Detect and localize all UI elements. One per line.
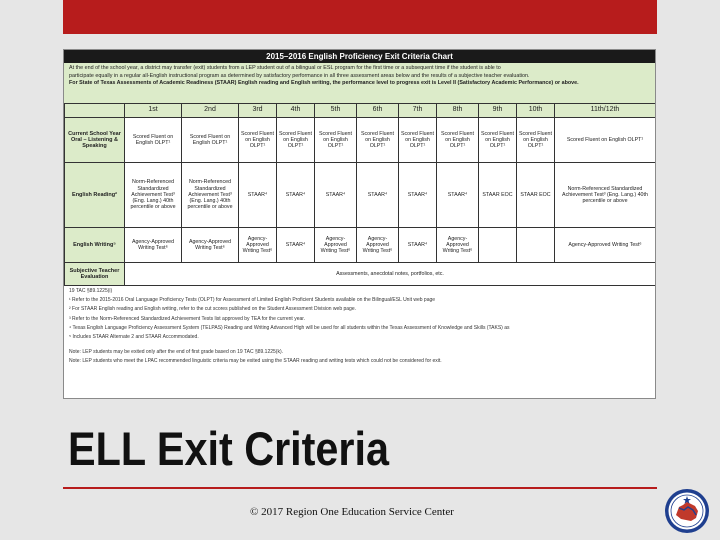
row-label: Subjective Teacher Evaluation (65, 263, 125, 286)
table-cell: Agency-Approved Writing Test⁶ (555, 228, 656, 263)
criteria-table (64, 103, 656, 286)
header-grade: 1st (125, 104, 182, 118)
table-row (65, 163, 656, 228)
intro-line-2: participate equally in a regular all-English instructional program as determined by satisfactory performance in all three assessment areas below and the results of a subjective teacher evaluation. (69, 72, 530, 79)
intro-line-1: At the end of the school year, a district may transfer (exit) students from a LEP student out of a bilingual or ESL program for the first time or a subsequent time if the student is able to (69, 65, 501, 71)
table-cell: STAAR⁴ (277, 228, 315, 263)
table-cell: Agency-Approved Writing Test⁶ (125, 228, 182, 263)
table-cell: Scored Fluent on English OLPT¹ (517, 118, 555, 163)
row-label: English Reading² (65, 163, 125, 228)
table-cell (479, 228, 517, 263)
header-grade: 5th (315, 104, 357, 118)
slide-title: ELL Exit Criteria (68, 422, 390, 475)
footnote: ² For STAAR English reading and English writing, refer to the cut scores published on the Student Assessment Division web page. (69, 306, 357, 313)
header-grade: 3rd (239, 104, 277, 118)
table-cell: Scored Fluent on English OLPT¹ (357, 118, 399, 163)
top-accent-bar (63, 0, 657, 34)
table-cell: Agency-Approved Writing Test⁶ (357, 228, 399, 263)
footnote: Note: LEP students who meet the LPAC recommended linguistic criteria may be exited using the STAAR reading and writing tests which could not be considered for exit. (69, 358, 442, 365)
table-cell: Scored Fluent on English OLPT¹ (277, 118, 315, 163)
intro-line-3: For State of Texas Assessments of Academic Readiness (STAAR) English reading and English writing, the performance level to progress exit is Level II (Satisfactory Academic Performance) or above. (69, 80, 579, 87)
table-cell: STAAR⁴ (239, 163, 277, 228)
header-grade: 11th/12th (555, 104, 656, 118)
merged-cell: Assessments, anecdotal notes, portfolios, etc. (125, 263, 656, 286)
footnote: ⁴ Texas English Language Proficiency Assessment System (TELPAS) Reading and Writing Advanced High will be used for all students within the Texas Assessment of Knowledge and Skills (TAKS) as (69, 324, 510, 331)
table-cell: STAAR⁴ (399, 228, 437, 263)
table-cell: Scored Fluent on English OLPT¹ (399, 118, 437, 163)
table-cell: Agency-Approved Writing Test⁶ (315, 228, 357, 263)
table-cell (517, 228, 555, 263)
table-cell: Agency-Approved Writing Test⁶ (182, 228, 239, 263)
table-cell: STAAR⁴ (399, 163, 437, 228)
table-cell: Agency-Approved Writing Test⁶ (239, 228, 277, 263)
row-label: English Writing⁵ (65, 228, 125, 263)
row-label: Current School Year Oral – Listening & Speaking (65, 118, 125, 163)
table-cell: Norm-Referenced Standardized Achievement Test³ (Eng. Lang.) 40th percentile or above (125, 163, 182, 228)
table-cell: Scored Fluent on English OLPT¹ (125, 118, 182, 163)
footnote: ¹ Refer to the 2015-2016 Oral Language Proficiency Tests (OLPT) for Assessment of Limited English Proficient Students available on the Bilingual/ESL Unit web page (69, 297, 436, 304)
header-grade: 2nd (182, 104, 239, 118)
copyright-footer: © 2017 Region One Education Service Center (250, 506, 454, 518)
table-cell: STAAR EOC (517, 163, 555, 228)
header-grade: 9th (479, 104, 517, 118)
table-cell: STAAR⁴ (277, 163, 315, 228)
table-cell: Scored Fluent on English OLPT¹ (315, 118, 357, 163)
table-cell: STAAR⁴ (437, 163, 479, 228)
table-cell: STAAR⁴ (315, 163, 357, 228)
table-cell: Scored Fluent on English OLPT¹ (479, 118, 517, 163)
divider-rule (63, 487, 657, 489)
header-grade: 10th (517, 104, 555, 118)
header-grade: 6th (357, 104, 399, 118)
table-cell: Scored Fluent on English OLPT¹ (182, 118, 239, 163)
table-cell: STAAR⁴ (357, 163, 399, 228)
footnote: 19 TAC §89.1225(i) (69, 288, 113, 294)
table-cell: Norm-Referenced Standardized Achievement Test³ (Eng. Lang.) 40th percentile or above (182, 163, 239, 228)
region-one-seal-icon (664, 488, 710, 534)
chart-title: 2015–2016 English Proficiency Exit Criteria Chart (64, 50, 655, 63)
table-row (65, 228, 656, 263)
header-grade: 4th (277, 104, 315, 118)
footnote: ⁵ Includes STAAR Alternate 2 and STAAR Accommodated. (69, 334, 199, 341)
footnote: Note: LEP students may be exited only after the end of first grade based on 19 TAC §89.1225(k). (69, 349, 284, 356)
chart-footnotes (64, 286, 655, 368)
table-cell: Scored Fluent on English OLPT¹ (437, 118, 479, 163)
chart-intro (64, 63, 655, 103)
table-cell: Norm-Referenced Standardized Achievement Test³ (Eng. Lang.) 40th percentile or above (555, 163, 656, 228)
table-cell: Scored Fluent on English OLPT¹ (555, 118, 656, 163)
exit-criteria-chart-image (63, 49, 656, 399)
header-corner (65, 104, 125, 118)
table-cell: STAAR EOC (479, 163, 517, 228)
table-cell: Agency-Approved Writing Test⁶ (437, 228, 479, 263)
footnote: ³ Refer to the Norm-Referenced Standardized Achievement Tests list approved by TEA for the current year. (69, 315, 306, 322)
table-row (65, 263, 656, 286)
table-row (65, 118, 656, 163)
header-grade: 8th (437, 104, 479, 118)
table-header-row (65, 104, 656, 118)
table-cell: Scored Fluent on English OLPT¹ (239, 118, 277, 163)
header-grade: 7th (399, 104, 437, 118)
